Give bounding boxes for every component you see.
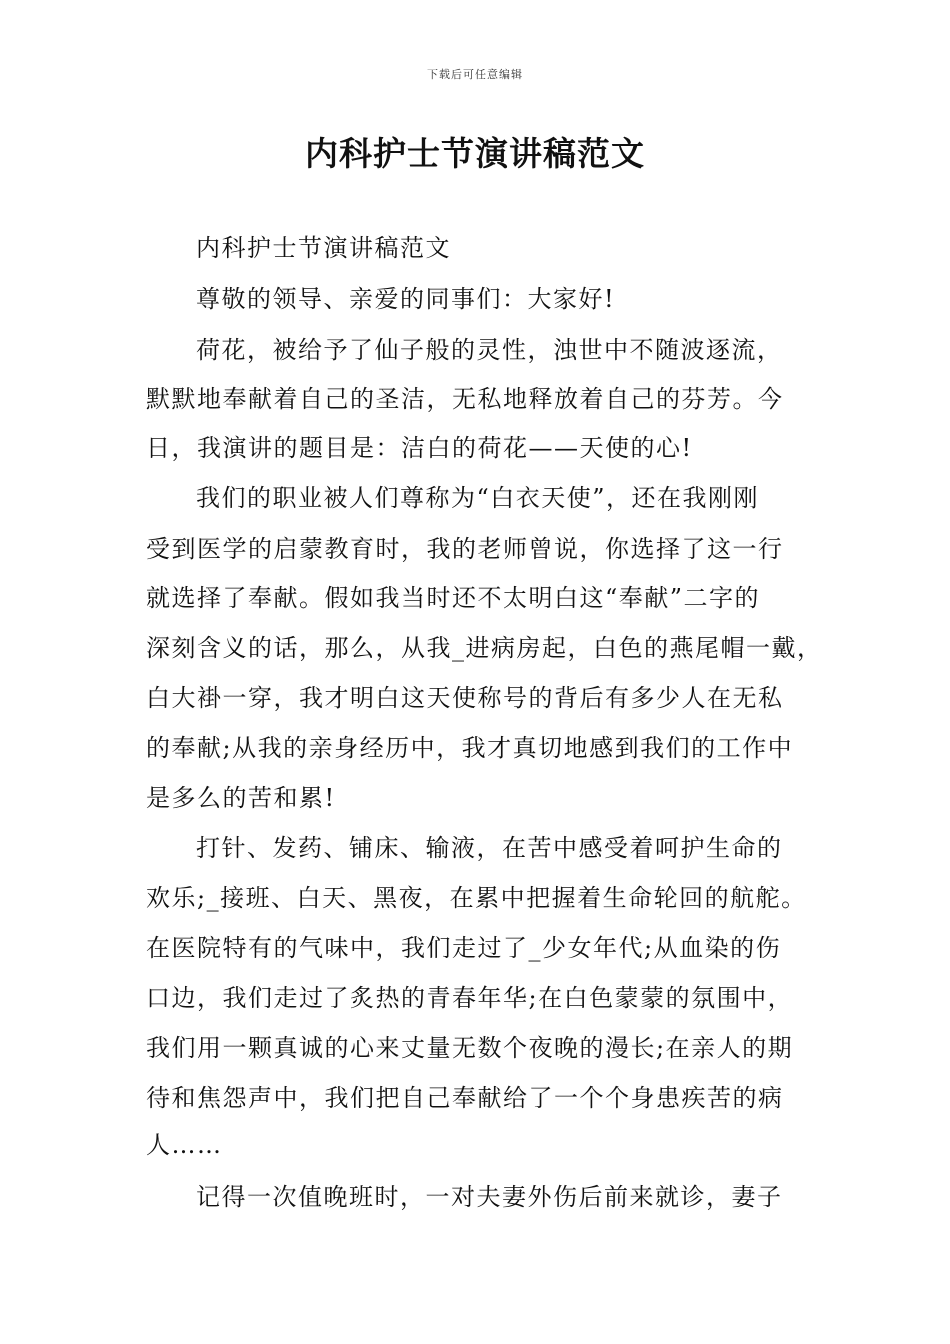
text-line: 欢乐;_接班、白天、黑夜，在累中把握着生命轮回的航舵。 — [146, 884, 807, 912]
text-line: 白大褂一穿，我才明白这天使称号的背后有多少人在无私 — [146, 684, 784, 712]
text-line: 日，我演讲的题目是：洁白的荷花——天使的心! — [146, 434, 693, 462]
text-line: 记得一次值晚班时，一对夫妻外伤后前来就诊，妻子 — [196, 1183, 783, 1211]
text-line: 打针、发药、铺床、输液，在苦中感受着呵护生命的 — [196, 834, 783, 862]
text-line: 的奉献;从我的亲身经历中，我才真切地感到我们的工作中 — [146, 734, 794, 762]
text-line: 就选择了奉献。假如我当时还不太明白这“奉献”二字的 — [146, 584, 761, 612]
header-note: 下载后可任意编辑 — [427, 68, 523, 81]
text-line: 默默地奉献着自己的圣洁，无私地释放着自己的芬芳。今 — [146, 385, 784, 413]
text-line: 在医院特有的气味中，我们走过了_少女年代;从血染的伤 — [146, 934, 782, 962]
text-line: 待和焦怨声中，我们把自己奉献给了一个个身患疾苦的病 — [146, 1084, 784, 1112]
text-line: 荷花，被给予了仙子般的灵性，浊世中不随波逐流， — [196, 336, 783, 364]
text-line: 口边，我们走过了炙热的青春年华;在白色蒙蒙的氛围中， — [146, 984, 794, 1012]
text-line: 我们的职业被人们尊称为“白衣天使”，还在我刚刚 — [196, 484, 760, 512]
text-line: 深刻含义的话，那么，从我_进病房起，白色的燕尾帽一戴， — [146, 634, 823, 662]
text-line: 内科护士节演讲稿范文 — [196, 234, 451, 262]
text-line: 我们用一颗真诚的心来丈量无数个夜晚的漫长;在亲人的期 — [146, 1034, 794, 1062]
text-line: 尊敬的领导、亲爱的同事们：大家好! — [196, 285, 616, 313]
document-title: 内科护士节演讲稿范文 — [305, 134, 645, 173]
text-line: 受到医学的启蒙教育时，我的老师曾说，你选择了这一行 — [146, 535, 784, 563]
text-line: 是多么的苦和累! — [146, 784, 336, 812]
text-line: 人…… — [146, 1131, 223, 1159]
